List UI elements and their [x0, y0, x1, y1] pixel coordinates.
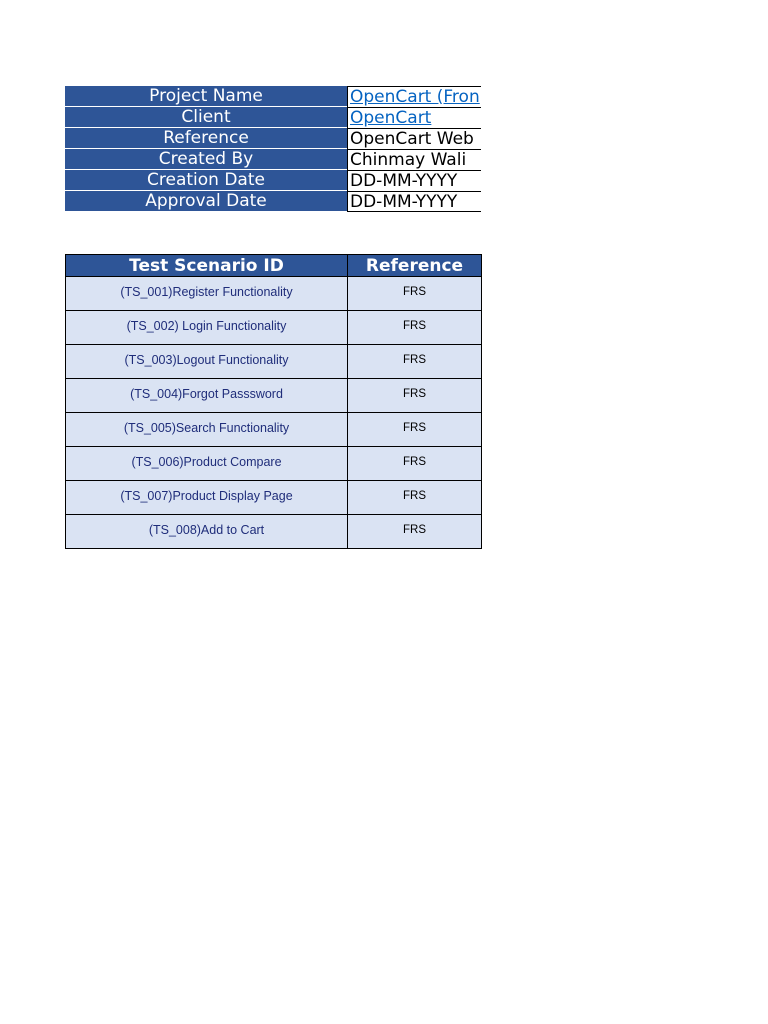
- column-header-test-scenario-id: Test Scenario ID: [66, 255, 348, 277]
- info-row-reference: [65, 128, 481, 149]
- table-row: [66, 481, 482, 515]
- project-info-table: [65, 86, 481, 212]
- column-header-reference: Reference: [348, 255, 482, 277]
- reference-cell[interactable]: FRS: [348, 515, 482, 549]
- scenario-id-cell[interactable]: (TS_008)Add to Cart: [66, 515, 348, 549]
- reference-cell[interactable]: FRS: [348, 345, 482, 379]
- reference-cell[interactable]: FRS: [348, 311, 482, 345]
- scenario-id-cell[interactable]: (TS_002) Login Functionality: [66, 311, 348, 345]
- scenario-id-cell[interactable]: (TS_004)Forgot Passsword: [66, 379, 348, 413]
- test-scenario-table: [65, 254, 482, 549]
- info-value: DD-MM-YYYY: [347, 170, 481, 191]
- client-link[interactable]: OpenCart: [347, 107, 481, 128]
- table-row: [66, 311, 482, 345]
- reference-cell[interactable]: FRS: [348, 413, 482, 447]
- info-label: Project Name: [65, 86, 347, 107]
- scenario-id-cell[interactable]: (TS_007)Product Display Page: [66, 481, 348, 515]
- info-row-project-name: [65, 86, 481, 107]
- scenario-id-cell[interactable]: (TS_001)Register Functionality: [66, 277, 348, 311]
- info-label: Client: [65, 107, 347, 128]
- table-row: [66, 515, 482, 549]
- info-value: Chinmay Wali: [347, 149, 481, 170]
- info-value: DD-MM-YYYY: [347, 191, 481, 212]
- reference-cell[interactable]: FRS: [348, 277, 482, 311]
- table-row: [66, 345, 482, 379]
- reference-cell[interactable]: FRS: [348, 447, 482, 481]
- table-row: [66, 447, 482, 481]
- project-name-link[interactable]: OpenCart (Fron: [347, 86, 481, 107]
- info-row-approval-date: [65, 191, 481, 212]
- reference-cell[interactable]: FRS: [348, 481, 482, 515]
- scenario-id-cell[interactable]: (TS_005)Search Functionality: [66, 413, 348, 447]
- info-value: OpenCart Web: [347, 128, 481, 149]
- reference-cell[interactable]: FRS: [348, 379, 482, 413]
- info-row-creation-date: [65, 170, 481, 191]
- info-label: Approval Date: [65, 191, 347, 212]
- scenario-id-cell[interactable]: (TS_006)Product Compare: [66, 447, 348, 481]
- table-header-row: [66, 255, 482, 277]
- info-row-client: [65, 107, 481, 128]
- info-label: Creation Date: [65, 170, 347, 191]
- table-row: [66, 379, 482, 413]
- info-label: Created By: [65, 149, 347, 170]
- scenario-id-cell[interactable]: (TS_003)Logout Functionality: [66, 345, 348, 379]
- info-row-created-by: [65, 149, 481, 170]
- info-label: Reference: [65, 128, 347, 149]
- table-row: [66, 277, 482, 311]
- table-row: [66, 413, 482, 447]
